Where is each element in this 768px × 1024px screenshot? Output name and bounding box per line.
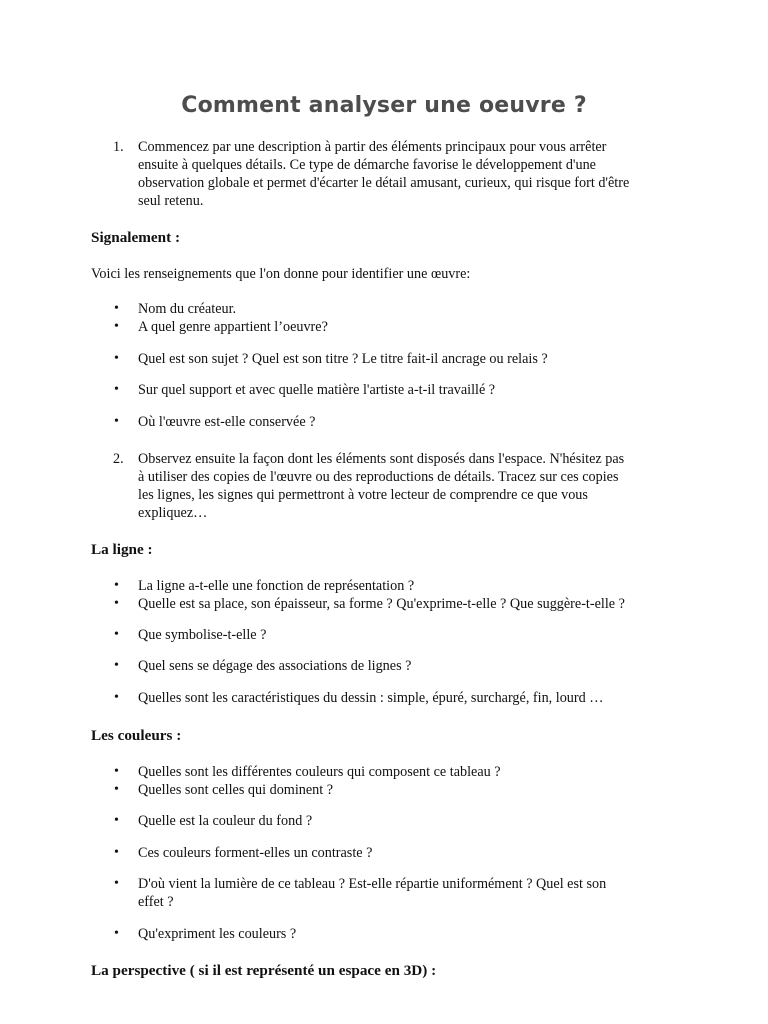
list-item-2-line-2: à utiliser des copies de l'œuvre ou des reproductions de détails. Tracez sur ces copies bbox=[138, 469, 619, 485]
list-item-2-line-1: Observez ensuite la façon dont les éléments sont disposés dans l'espace. N'hésitez pas bbox=[138, 451, 625, 467]
page-title: Comment analyser une oeuvre ? bbox=[181, 93, 587, 118]
bullet: • bbox=[114, 414, 119, 429]
bullet-item: Qu'expriment les couleurs ? bbox=[138, 926, 297, 942]
bullet: • bbox=[114, 782, 119, 797]
list-item-1-line-3: observation globale et permet d'écarter le détail amusant, curieux, qui risque fort d'être bbox=[138, 175, 630, 191]
list-number-2: 2. bbox=[113, 451, 124, 467]
list-item-2-line-3: les lignes, les signes qui permettront à votre lecteur de comprendre ce que vous bbox=[138, 487, 588, 503]
bullet: • bbox=[114, 764, 119, 779]
bullet-item-continuation: effet ? bbox=[138, 894, 174, 910]
bullet-item: Nom du créateur. bbox=[138, 301, 237, 317]
bullet-item: Sur quel support et avec quelle matière l'artiste a-t-il travaillé ? bbox=[138, 382, 496, 398]
bullet: • bbox=[114, 301, 119, 316]
list-item-1-line-2: ensuite à quelques détails. Ce type de démarche favorise le développement d'une bbox=[138, 157, 596, 173]
bullet-item: La ligne a-t-elle une fonction de représentation ? bbox=[138, 578, 415, 594]
bullet-item: Quelle est la couleur du fond ? bbox=[138, 813, 313, 829]
list-item-1-line-1: Commencez par une description à partir des éléments principaux pour vous arrêter bbox=[138, 139, 607, 155]
bullet: • bbox=[114, 658, 119, 673]
bullet: • bbox=[114, 596, 119, 611]
bullet-item: Quel est son sujet ? Quel est son titre ? Le titre fait-il ancrage ou relais ? bbox=[138, 351, 548, 367]
bullet: • bbox=[114, 319, 119, 334]
heading-la-ligne: La ligne : bbox=[91, 541, 153, 558]
list-item-1-line-4: seul retenu. bbox=[138, 193, 204, 209]
bullet: • bbox=[114, 926, 119, 941]
bullet: • bbox=[114, 690, 119, 705]
bullet-item: Où l'œuvre est-elle conservée ? bbox=[138, 414, 316, 430]
bullet-item: Quelle est sa place, son épaisseur, sa forme ? Qu'exprime-t-elle ? Que suggère-t-elle ? bbox=[138, 596, 625, 612]
bullet-item: Quelles sont les caractéristiques du dessin : simple, épuré, surchargé, fin, lourd … bbox=[138, 690, 604, 706]
bullet-item: Quel sens se dégage des associations de lignes ? bbox=[138, 658, 412, 674]
bullet: • bbox=[114, 627, 119, 642]
list-number-1: 1. bbox=[113, 139, 124, 155]
bullet: • bbox=[114, 351, 119, 366]
heading-les-couleurs: Les couleurs : bbox=[91, 727, 182, 744]
bullet-item: Ces couleurs forment-elles un contraste ? bbox=[138, 845, 373, 861]
bullet: • bbox=[114, 876, 119, 891]
bullet-item: Quelles sont celles qui dominent ? bbox=[138, 782, 334, 798]
bullet-item: D'où vient la lumière de ce tableau ? Est-elle répartie uniformément ? Quel est son bbox=[138, 876, 607, 892]
bullet: • bbox=[114, 813, 119, 828]
bullet: • bbox=[114, 845, 119, 860]
bullet-item: Que symbolise-t-elle ? bbox=[138, 627, 267, 643]
bullet: • bbox=[114, 382, 119, 397]
heading-la-perspective: La perspective ( si il est représenté un espace en 3D) : bbox=[91, 962, 437, 979]
signalement-intro: Voici les renseignements que l'on donne pour identifier une œuvre: bbox=[91, 266, 471, 282]
bullet-item: Quelles sont les différentes couleurs qui composent ce tableau ? bbox=[138, 764, 501, 780]
bullet-item: A quel genre appartient l’oeuvre? bbox=[138, 319, 328, 335]
heading-signalement: Signalement : bbox=[91, 229, 181, 246]
list-item-2-line-4: expliquez… bbox=[138, 505, 208, 521]
bullet: • bbox=[114, 578, 119, 593]
